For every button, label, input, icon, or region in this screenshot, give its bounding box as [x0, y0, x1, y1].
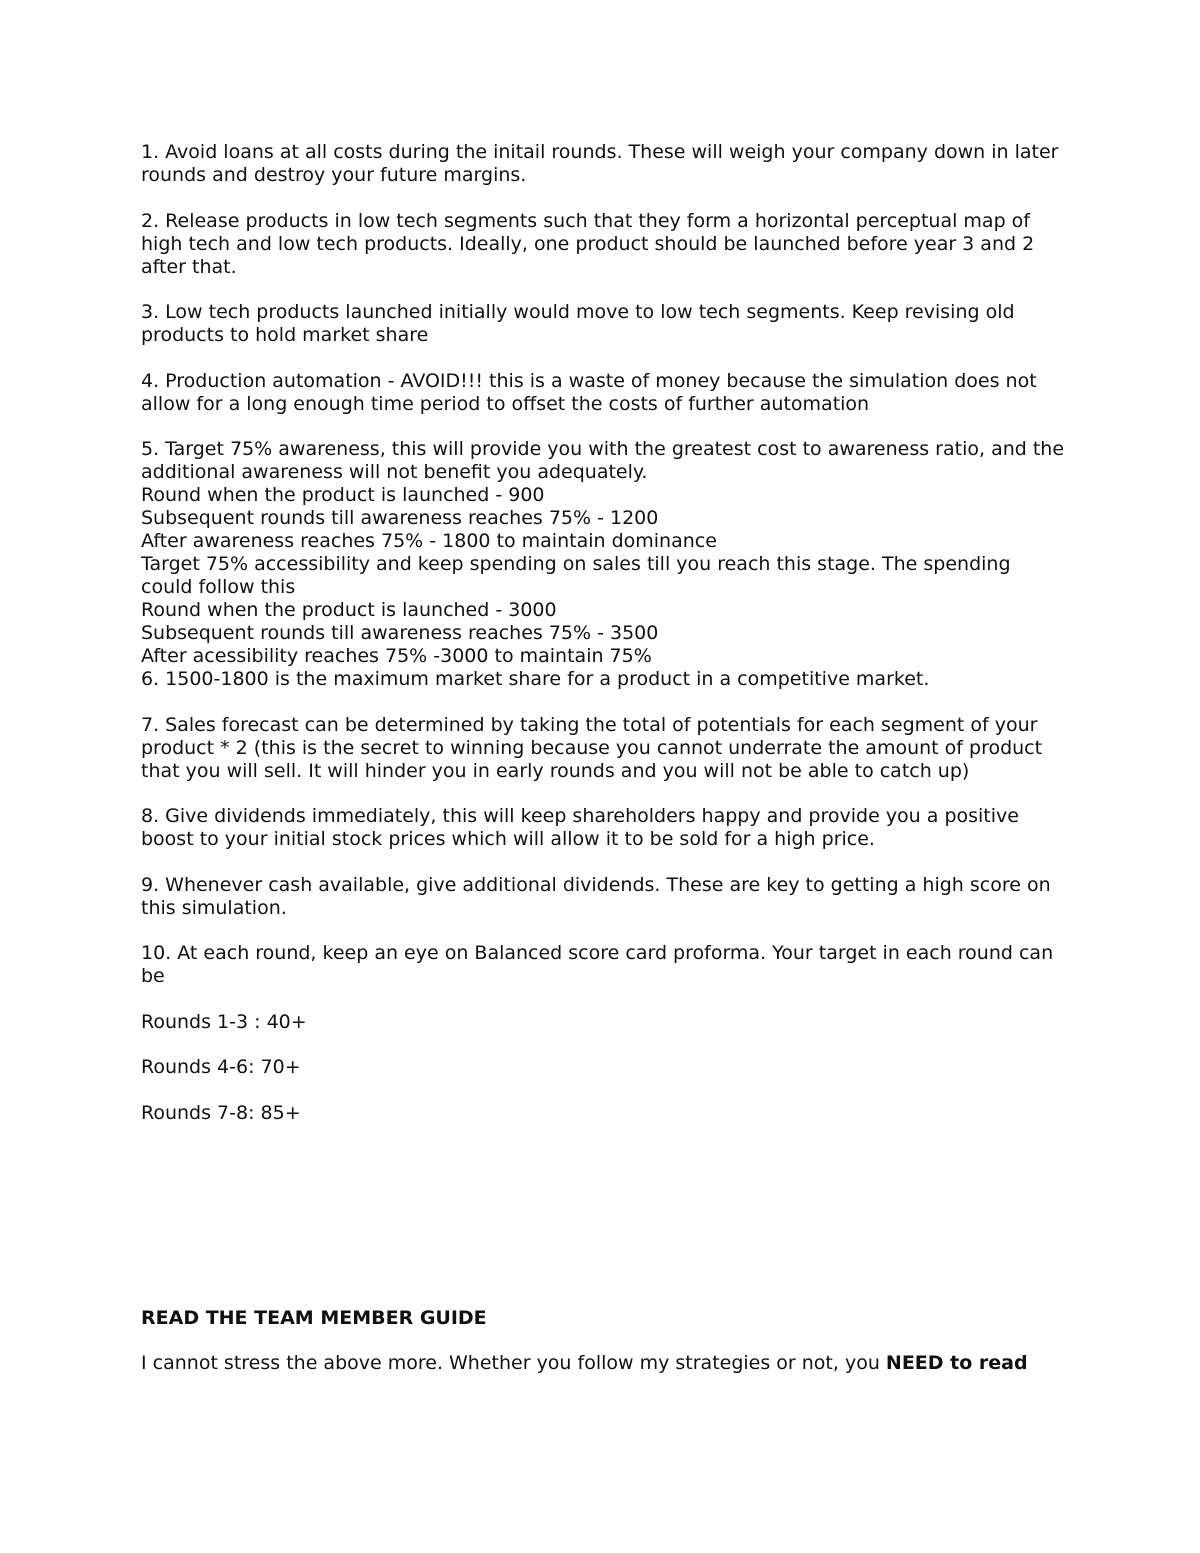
tip-8: 8. Give dividends immediately, this will keep shareholders happy and provide you a positive boost to your initial stock prices which will allow it to be sold for a high price. — [141, 805, 1019, 850]
tip-10: 10. At each round, keep an eye on Balanced score card proforma. Your target in each round can be — [141, 942, 1054, 987]
section-heading: READ THE TEAM MEMBER GUIDE — [141, 1306, 487, 1329]
tip-5-line: After awareness reaches 75% - 1800 to maintain dominance — [141, 530, 717, 552]
tip-5-line: Round when the product is launched - 900 — [141, 484, 545, 506]
closing-emphasis: NEED to read — [885, 1352, 1028, 1374]
document-body — [141, 141, 1066, 1375]
tip-9: 9. Whenever cash available, give additional dividends. These are key to getting a high score on this simulation. — [141, 873, 1051, 919]
target-rounds-7-8: Rounds 7-8: 85+ — [141, 1101, 301, 1124]
tip-4: 4. Production automation - AVOID!!! this is a waste of money because the simulation does not allow for a long enough time period to offset the costs of further automation — [141, 369, 1037, 415]
tip-3: 3. Low tech products launched initially would move to low tech segments. Keep revising old products to hold market share — [141, 301, 1015, 346]
tip-6: 6. 1500-1800 is the maximum market share for a product in a competitive market. — [141, 668, 930, 690]
tip-5-line: After acessibility reaches 75% -3000 to maintain 75% — [141, 645, 652, 667]
tip-5-line: Target 75% accessibility and keep spending on sales till you reach this stage. The spending could follow this — [141, 553, 1011, 598]
tip-5: 5. Target 75% awareness, this will provide you with the greatest cost to awareness ratio, and the additional awareness will not benefit you adequately. — [141, 438, 1065, 483]
tip-7: 7. Sales forecast can be determined by taking the total of potentials for each segment of your product * 2 (this is the secret to winning because you cannot underrate the amount of product that you will sell. It will hinder you in early rounds and you will not be able to catch up) — [141, 713, 1043, 782]
tip-5-line: Subsequent rounds till awareness reaches 75% - 3500 — [141, 622, 659, 644]
tip-5-line: Round when the product is launched - 3000 — [141, 599, 557, 621]
closing-text: I cannot stress the above more. Whether you follow my strategies or not, you — [141, 1352, 886, 1374]
tip-1: 1. Avoid loans at all costs during the initail rounds. These will weigh your company down in later rounds and destroy your future margins. — [141, 141, 1059, 186]
target-rounds-1-3: Rounds 1-3 : 40+ — [141, 1010, 307, 1033]
tip-5-line: Subsequent rounds till awareness reaches 75% - 1200 — [141, 507, 659, 529]
closing-paragraph — [141, 1352, 1066, 1375]
tip-2: 2. Release products in low tech segments such that they form a horizontal perceptual map of high tech and low tech products. Ideally, one product should be launched before year 3 and 2 after that. — [141, 209, 1035, 278]
target-rounds-4-6: Rounds 4-6: 70+ — [141, 1056, 301, 1078]
